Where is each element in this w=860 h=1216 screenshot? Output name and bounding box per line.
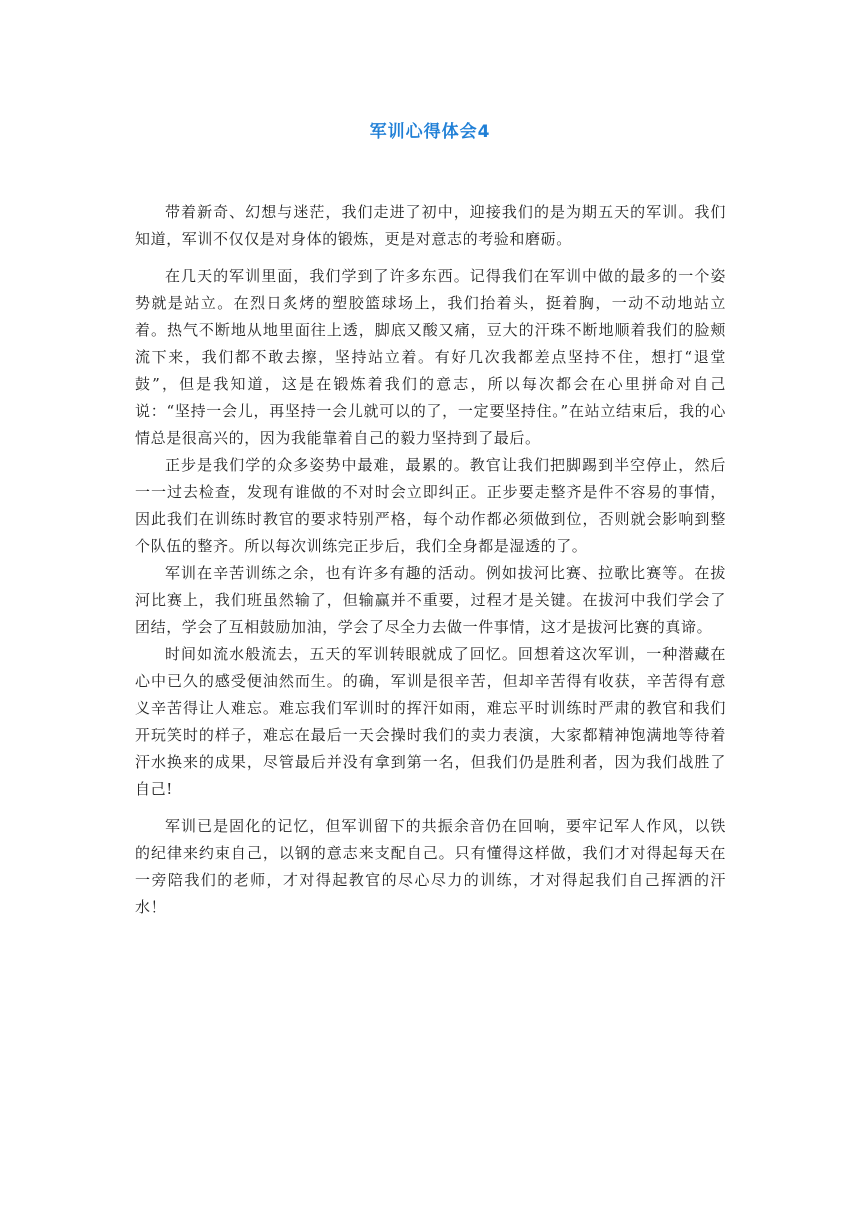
document-title: 军训心得体会4 (369, 122, 491, 142)
paragraph-intro: 带着新奇、幻想与迷茫，我们走进了初中，迎接我们的是为期五天的军训。我们知道，军训不仅仅是对身体的锻炼，更是对意志的考验和磨砺。 (135, 203, 726, 248)
paragraph-activities: 军训在辛苦训练之余，也有许多有趣的活动。例如拔河比赛、拉歌比赛等。在拔河比赛上，我们班虽然输了，但输赢并不重要，过程才是关键。在拔河中我们学会了团结，学会了互相鼓励加油，学会了尽全力去做一件事情，这才是拔河比赛的真谛。 (135, 564, 726, 636)
paragraph-memories: 时间如流水般流去，五天的军训转眼就成了回忆。回想着这次军训，一种潜藏在心中已久的感受便油然而生。的确，军训是很辛苦，但却辛苦得有收获，辛苦得有意义辛苦得让人难忘。难忘我们军训时的挥汗如雨，难忘平时训练时严肃的教官和我们开玩笑时的样子，难忘在最后一天会操时我们的卖力表演，大家都精神饱满地等待着汗水换来的成果，尽管最后并没有拿到第一名，但我们仍是胜利者，因为我们战胜了自己! (135, 645, 726, 798)
document-body (135, 199, 726, 921)
paragraph-conclusion: 军训已是固化的记忆，但军训留下的共振余音仍在回响，要牢记军人作风，以铁的纪律来约束自己，以钢的意志来支配自己。只有懂得这样做，我们才对得起每天在一旁陪我们的老师，才对得起教官的尽心尽力的训练，才对得起我们自己挥洒的汗水！ (135, 817, 726, 916)
paragraph-goose-step: 正步是我们学的众多姿势中最难，最累的。教官让我们把脚踢到半空停止，然后一一过去检查，发现有谁做的不对时会立即纠正。正步要走整齐是件不容易的事情，因此我们在训练时教官的要求特别严格，每个动作都必须做到位，否则就会影响到整个队伍的整齐。所以每次训练完正步后，我们全身都是湿透的了。 (135, 456, 726, 555)
paragraph-standing: 在几天的军训里面，我们学到了许多东西。记得我们在军训中做的最多的一个姿势就是站立。在烈日炙烤的塑胶篮球场上，我们抬着头，挺着胸，一动不动地站立着。热气不断地从地里面往上透，脚底又酸又痛，豆大的汗珠不断地顺着我们的脸颊流下来，我们都不敢去擦，坚持站立着。有好几次我都差点坚持不住，想打“退堂鼓”，但是我知道，这是在锻炼着我们的意志，所以每次都会在心里拼命对自己说：“坚持一会儿，再坚持一会儿就可以的了，一定要坚持住。”在站立结束后，我的心情总是很高兴的，因为我能靠着自己的毅力坚持到了最后。 (135, 267, 726, 447)
